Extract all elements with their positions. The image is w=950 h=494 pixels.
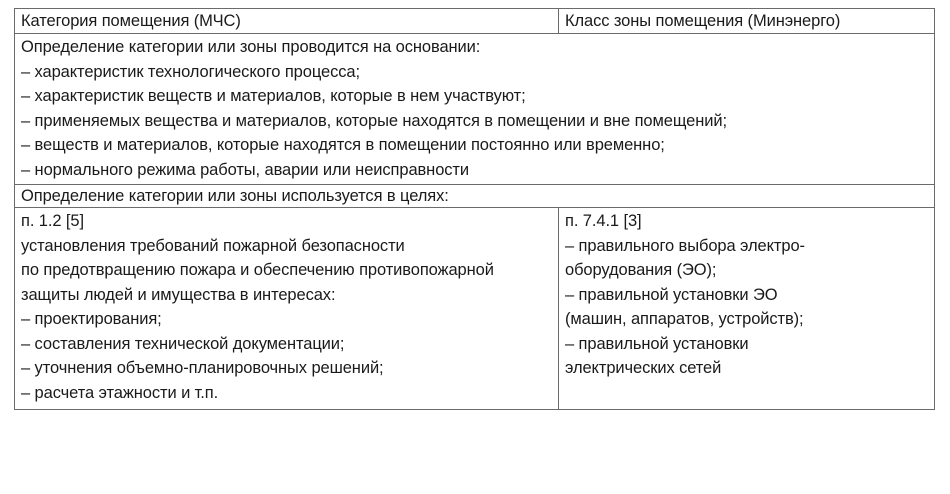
fire-safety-line: п. 1.2 [5] xyxy=(21,212,84,230)
electrical-cell xyxy=(559,208,935,410)
basis-cell xyxy=(15,34,935,185)
electrical-line: (машин, аппаратов, устройств); xyxy=(565,310,804,328)
electrical-line: электрических сетей xyxy=(565,359,722,377)
fire-safety-line: – проектирования; xyxy=(21,310,162,328)
basis-row xyxy=(15,34,935,185)
fire-safety-line: – составления технической документации; xyxy=(21,334,345,353)
basis-line: – характеристик технологического процесса; xyxy=(21,62,360,81)
header-row xyxy=(15,9,935,34)
electrical-line: – правильной установки ЭО xyxy=(565,285,778,304)
categories-table xyxy=(14,8,934,410)
basis-line: – нормального режима работы, аварии или неисправности xyxy=(21,160,469,179)
table xyxy=(14,8,935,410)
basis-line: – применяемых вещества и материалов, которые находятся в помещении и вне помещений; xyxy=(21,111,727,130)
electrical-line: – правильного выбора электро- xyxy=(565,236,805,255)
fire-safety-line: защиты людей и имущества в интересах: xyxy=(21,285,336,304)
details-row xyxy=(15,208,935,410)
basis-line: – характеристик веществ и материалов, которые в нем участвуют; xyxy=(21,87,526,105)
fire-safety-line: установления требований пожарной безопасности xyxy=(21,236,405,255)
purpose-cell: Определение категории или зоны используется в целях: xyxy=(15,185,935,208)
electrical-line: п. 7.4.1 [3] xyxy=(565,212,642,230)
fire-safety-line: – расчета этажности и т.п. xyxy=(21,383,219,402)
fire-safety-cell xyxy=(15,208,559,410)
fire-safety-line: по предотвращению пожара и обеспечению противопожарной xyxy=(21,261,494,279)
basis-line: – веществ и материалов, которые находятся в помещении постоянно или временно; xyxy=(21,136,665,154)
electrical-line: – правильной установки xyxy=(565,334,749,353)
purpose-row xyxy=(15,185,935,208)
header-zone-class-cell: Класс зоны помещения (Минэнерго) xyxy=(559,9,935,34)
header-category-cell: Категория помещения (МЧС) xyxy=(15,9,559,34)
electrical-line: оборудования (ЭО); xyxy=(565,261,717,279)
basis-line: Определение категории или зоны проводится на основании: xyxy=(21,38,481,56)
fire-safety-line: – уточнения объемно-планировочных решений; xyxy=(21,359,384,377)
